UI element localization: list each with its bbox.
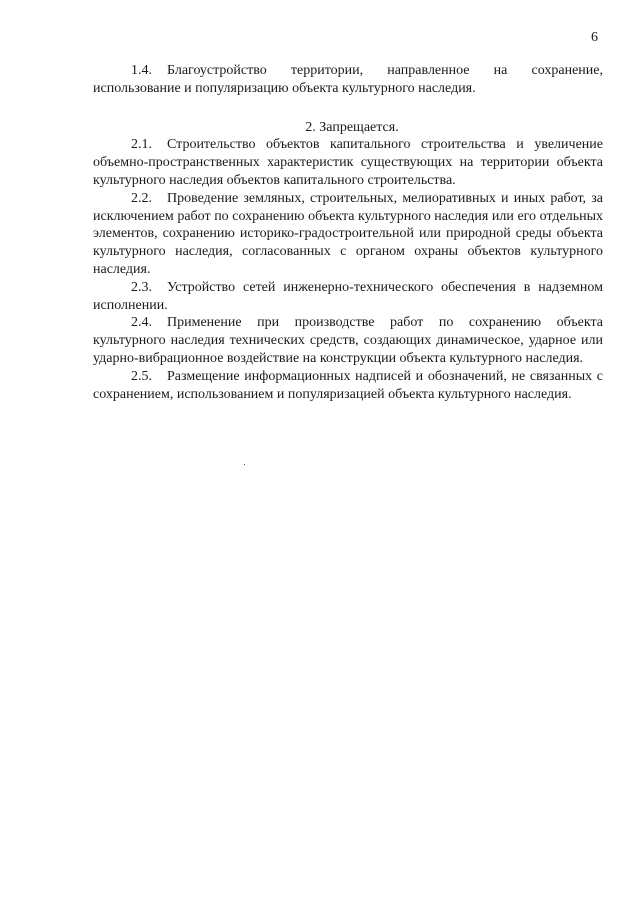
document-body [93,62,603,403]
item-1-4 [93,62,603,98]
page-number: 6 [591,30,598,45]
item-text: Размещение информационных надписей и обозначений, не связанных с сохранением, использованием и популяризацией объекта культурного наследия. [93,368,603,402]
item-number: 2.3. [131,279,152,295]
item-number: 2.2. [131,190,152,206]
item-2-2 [93,190,603,279]
item-text: Применение при производстве работ по сохранению объекта культурного наследия технических средств, создающих динамическое, ударное или ударно-вибрационное воздействие на конструкции объекта культурного наследия. [93,315,603,366]
item-number: 2.1. [131,137,152,153]
item-text: Проведение земляных, строительных, мелиоративных и иных работ, за исключением работ по сохранению объекта культурного наследия или его отдельных элементов, сохранению историко-градостроительной или природной среды объекта культурного наследия, согласованных с органом охраны объектов культурного наследия. [93,190,603,277]
item-2-3 [93,279,603,315]
section-heading: 2. Запрещается. [305,119,399,135]
item-text: Строительство объектов капитального строительства и увеличение объемно-пространственных характеристик существующих на территории объекта культурного наследия объектов капитального строительства. [93,137,603,188]
scan-speck [244,464,245,465]
item-2-4 [93,314,603,367]
item-number: 2.4. [131,315,152,331]
item-text: Устройство сетей инженерно-технического обеспечения в надземном исполнении. [93,279,603,313]
item-number: 1.4. [131,63,152,78]
item-2-1 [93,136,603,189]
item-text: Благоустройство территории, направленное на сохранение, использование и популяризацию объекта культурного наследия. [93,63,603,96]
item-number: 2.5. [131,368,152,384]
item-2-5 [93,368,603,404]
